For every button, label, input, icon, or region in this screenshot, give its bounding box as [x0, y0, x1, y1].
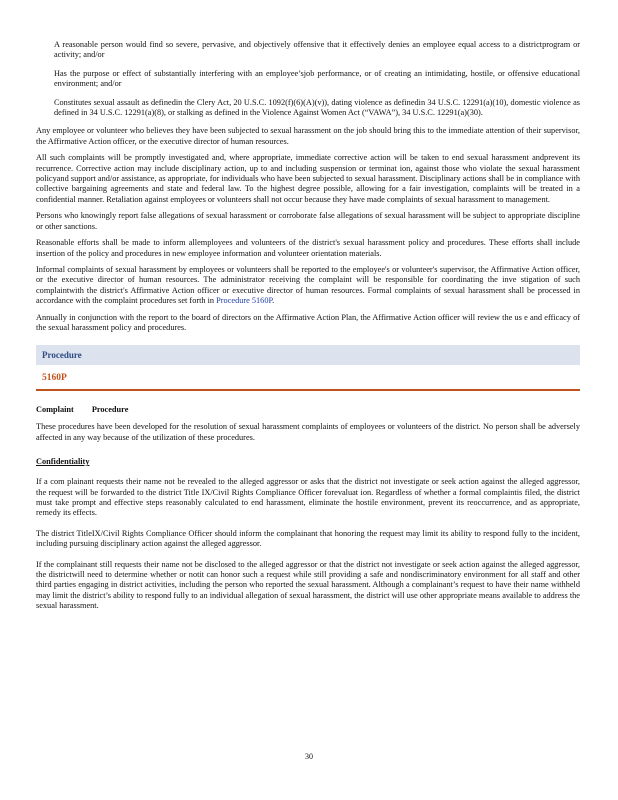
confidentiality-paragraph-1: If a com plainant requests their name not be revealed to the alleged aggressor or asks that the district not investigate or seek action against the alleged aggressor, the request will be forwarded to the district Title IX/Civil Rights Compliance Officer forevaluat ion. Regardless of whether a formal complaintis filed, the district must take prompt and effective steps reasonably calculated to end harassment, eliminate the hostile environment, prevent its reoccurrence, and as appropriate, remedy its effects. [36, 477, 580, 518]
paragraph-inform: Reasonable efforts shall be made to inform allemployees and volunteers of the district's sexual harassment policy and procedures. These efforts shall include insertion of the policy and procedures in new employee information and volunteer orientation materials. [36, 238, 580, 258]
paragraph-informal-complaints [36, 265, 580, 307]
bullet-text: A reasonable person would find so severe, pervasive, and objectively offensive that it effectively denies an employee equal access to a districtprogram or activity; and/or [54, 40, 580, 60]
bullet-item [36, 69, 580, 90]
procedure-code: 5160P [42, 373, 67, 384]
paragraph-investigation: All such complaints will be promptly investigated and, where appropriate, immediate corrective action will be taken to end sexual harassment andprevent its recurrence. Corrective action may include disciplinary action, up to and including suspension or terminat ion, against those who violate the sexual harassment policyand support and/or assistance, as appropriate, for individuals who have been subjected to sexual harassment. Disciplinary actions shall be in compliance with collective bargaining agreements and state and federal law. To the highest degree possible, allowing for a fair investigation, complaints will be treated in a confidential manner. Retaliation against employees or volunteers shall not occur because they have made complaints of sexual harassment to management. [36, 153, 580, 204]
page-number: 30 [305, 752, 313, 761]
document-page [36, 40, 580, 612]
bullet-item [36, 40, 580, 61]
paragraph-text: . [272, 296, 275, 306]
heading-word: Complaint [36, 405, 74, 415]
paragraph-text: Informal complaints of sexual harassment by employees or volunteers shall be reported to the employee's or volunteer's supervisor, the Affirmative Action officer, or the executive director of human resources. The administrator receiving the complaint will be responsible for coordinating the inve stigation of such complaintwith the district's Affirmative Action officer or executive director of human resources. Formal complaints of sexual harassment shall be processed in accordance with the complaint procedures set forth in [36, 264, 580, 306]
paragraph-false-allegations: Persons who knowingly report false allegations of sexual harassment or corroborate false allegations of sexual harassment will be subject to appropriate discipline or other sanctions. [36, 211, 580, 231]
paragraph-annual-review: Annually in conjunction with the report to the board of directors on the Affirmative Action Plan, the Affirmative Action officer will review the us e and efficacy of the sexual harassment policy and procedures. [36, 312, 580, 332]
bullet-marker [36, 40, 54, 61]
procedure-link[interactable]: Procedure 5160P [216, 296, 273, 306]
bullet-marker [36, 98, 54, 119]
confidentiality-paragraph-3: If the complainant still requests their name not be disclosed to the alleged aggressor or that the district not investigate or seek action against the alleged aggressor, the districtwill need to determine whether or notit can honor such a request while still providing a safe and nondiscriminatory environment for all staff and other third parties engaging in district activities, including the person who reported the sexual harassment. Although a complainant’s request to have their name withheld may limit the district’s ability to respond fully to an individual allegation of sexual harassment, the district will use other appropriate means available to address the sexual harassment. [36, 559, 580, 611]
confidentiality-paragraph-2: The district TitleIX/Civil Rights Compliance Officer should inform the complainant that honoring the request may limit its ability to respond fully to the incident, including pursuing disciplinary action against the alleged aggressor. [36, 528, 580, 549]
bullet-text: Has the purpose or effect of substantially interfering with an employee’sjob performance, or of creating an intimidating, hostile, or offensive educational environment; and/or [54, 68, 580, 89]
procedure-section-title: Procedure [42, 350, 82, 361]
heading-word: Procedure [91, 405, 129, 415]
bullet-marker [36, 69, 54, 90]
bullet-text: Constitutes sexual assault as definedin the Clery Act, 20 U.S.C. 1092(f)(6)(A)(v)), dating violence as definedin 34 U.S.C. 12291(a)(10), domestic violence as defined in 34 U.S.C. 12291(a)(8), or stalking as defined in the Violence Against Women Act (“VAWA”), 34 U.S.C. 12291(a)(30). [54, 97, 580, 118]
bullet-list [36, 40, 580, 118]
bullet-item [36, 98, 580, 119]
confidentiality-heading: Confidentiality [36, 457, 90, 467]
complaint-procedure-heading [36, 405, 580, 414]
section-divider [36, 389, 580, 391]
procedure-section-bar [36, 345, 580, 365]
procedure-intro: These procedures have been developed for the resolution of sexual harassment complaints of employees or volunteers of the district. No person shall be adversely affected in any way because of the utilization of these procedures. [36, 422, 580, 442]
paragraph-reporting: Any employee or volunteer who believes they have been subjected to sexual harassment on the job should bring this to the immediate attention of their supervisor, the Affirmative Action officer, or the executive director of human resources. [36, 126, 580, 146]
